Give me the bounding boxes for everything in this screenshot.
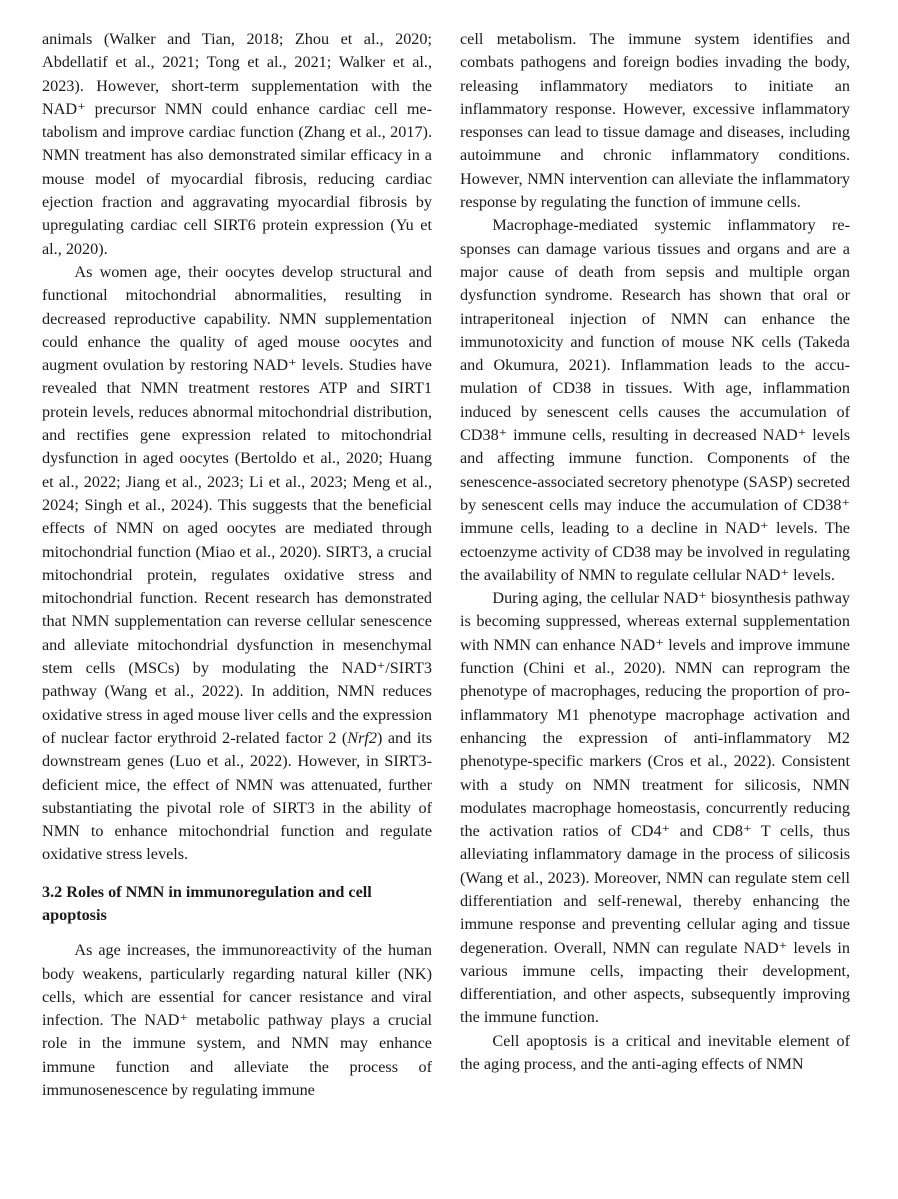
gene-name-nrf2: Nrf2 [347, 728, 377, 747]
paragraph-oocytes-mitochondria [42, 261, 432, 867]
paragraph-immune-metabolism: cell metabolism. The immune system identifies and combats pathogens and foreign bodies invading the body, releasing inflammatory mediators to initiate an inflammatory response. However, excessive inflammatory responses can lead to tissue damage and diseases, including autoimmune and chronic inflammatory conditions. However, NMN intervention can alleviate the inflammatory response by regulating the function of immune cells. [460, 30, 850, 212]
paragraph-nad-biosynthesis: During aging, the cellular NAD⁺ biosynthesis pathway is becoming suppressed, whereas external supplementation with NMN can enhance NAD⁺ levels and improve immune function (Chini et al., 2020). NMN can reprogram the phenotype of macrophages, reducing the proportion of pro-inflammatory M1 phenotype macrophage activation and enhancing the expression of anti-inflammatory M2 phenotype-specific markers (Cros et al., 2022). Consistent with a study on NMN treatment for silicosis, NMN modulates macrophage homeostasis, concurrently reducing the activation ratios of CD4⁺ and CD8⁺ T cells, thus alleviating inflammatory damage in the process of silicosis (Wang et al., 2023). Moreover, NMN can regulate stem cell differentiation and self-renewal, thereby enhancing the immune response and preventing cellular aging and tissue degeneration. Overall, NMN can regulate NAD⁺ levels in various immune cells, impacting their development, differentiation, and other aspects, subsequently improving the immune function. [460, 589, 850, 1027]
paragraph-oocytes-text-end: ) and its downstream genes (Luo et al., 2022). However, in SIRT3-deficient mice, the effect of NMN was attenuated, further substantiating the pivotal role of SIRT3 in the ability of NMN to enhance mitochondrial function and regulate oxidative stress levels. [42, 728, 432, 864]
right-column [460, 28, 850, 1102]
paragraph-oocytes-text-start: As women age, their oocytes develop structural and functional mitochondrial abnormalities, resulting in decreased reproductive capability. NMN supplementation could enhance the quality of aged mouse oocytes and augment ovulation by restoring NAD⁺ levels. Studies have revealed that NMN treatment restores ATP and SIRT1 protein levels, reduces abnormal mitochondrial distribution, and rectifies gene expression related to mitochondrial dysfunction in aged oocytes (Bertoldo et al., 2020; Huang et al., 2022; Jiang et al., 2023; Li et al., 2023; Meng et al., 2024; Singh et al., 2024). This suggests that the beneficial effects of NMN on aged oocytes are mediated through mitochondrial function (Miao et al., 2020). SIRT3, a crucial mitochondrial protein, regulates oxidative stress and mitochondrial function. Recent research has demonstrated that NMN supplementation can reverse cellular senescence and alleviate mitochondrial dysfunction in mesenchymal stem cells (MSCs) by modulating the NAD⁺/SIRT3 pathway (Wang et al., 2022). In addition, NMN reduces oxidative stress in aged mouse liver cells and the expression of nuclear factor erythroid 2-related factor 2 ( [42, 262, 432, 747]
paragraph-immunoreactivity: As age increases, the immunoreactivity of the human body weakens, particularly regarding natural killer (NK) cells, which are essential for cancer resistance and viral infection. The NAD⁺ metabolic pathway plays a crucial role in the immune system, and NMN may enhance immune function and alleviate the process of immunosenescence by regulating immune [42, 941, 432, 1100]
article-page [42, 28, 850, 1102]
left-column [42, 28, 432, 1102]
section-heading: 3.2 Roles of NMN in immunoregulation and cell apoptosis [42, 882, 372, 924]
paragraph-cardiac-function: animals (Walker and Tian, 2018; Zhou et al., 2020; Abdellatif et al., 2021; Tong et al., 2021; Walker et al., 2023). However, short-term supplementation with the NAD⁺ precursor NMN could enhance cardiac cell metabolism and improve cardiac function (Zhang et al., 2017). NMN treatment has also demonstrated similar efficacy in a mouse model of myocardial fibrosis, reducing cardiac ejection fraction and aggravating myocardial fibrosis by upregulating cardiac cell SIRT6 protein expression (Yu et al., 2020). [42, 30, 432, 258]
paragraph-cell-apoptosis: Cell apoptosis is a critical and inevitable element of the aging process, and the anti-aging effects of NMN [460, 1031, 850, 1074]
paragraph-macrophage-inflammation: Macrophage-mediated systemic inflammatory responses can damage various tissues and organs and are a major cause of death from sepsis and multiple organ dysfunction syndrome. Research has shown that oral or intraperitoneal injection of NMN can enhance the immunotoxicity and function of mouse NK cells (Takeda and Okumura, 2021). Inflammation leads to the accumulation of CD38 in tissues. With age, inflammation induced by senescent cells causes the accumulation of CD38⁺ immune cells, resulting in decreased NAD⁺ levels and affecting immune function. Components of the senescence-associated secretory phenotype (SASP) secreted by senescent cells may induce the accumulation of CD38⁺ immune cells, leading to a decline in NAD⁺ levels. The ectoenzyme activity of CD38 may be involved in regulating the availability of NMN to regulate cellular NAD⁺ levels. [460, 216, 850, 584]
